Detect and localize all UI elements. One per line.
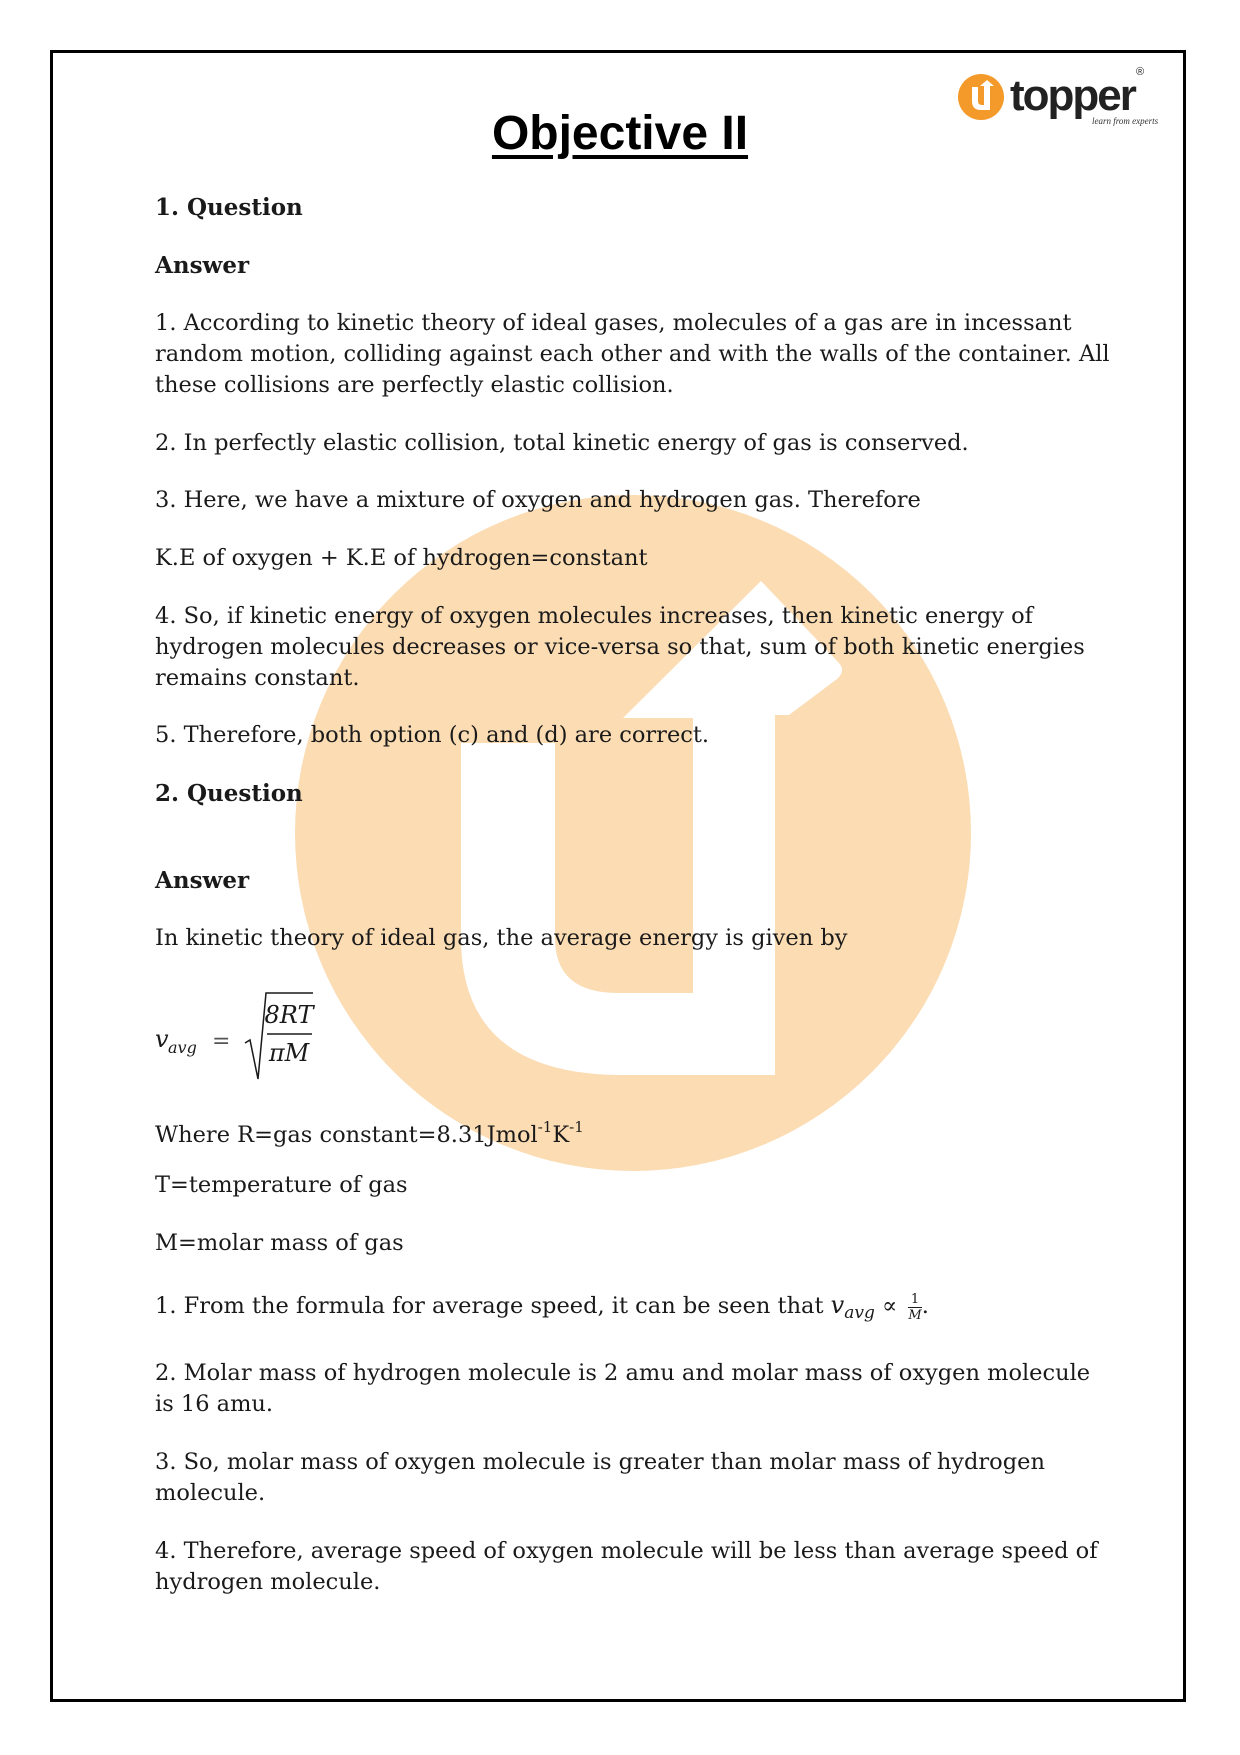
q1-equation: K.E of oxygen + K.E of hydrogen=constant: [155, 545, 648, 571]
q2-molar-mass-def: M=molar mass of gas: [155, 1230, 404, 1256]
formula-denominator: πM: [268, 1039, 310, 1067]
text-line: these collisions are perfectly elastic collision.: [155, 372, 674, 398]
q2-answer-label: Answer: [155, 867, 250, 894]
p1-subscript: avg: [844, 1303, 875, 1323]
q1-paragraph-3: 3. Here, we have a mixture of oxygen and hydrogen gas. Therefore: [155, 487, 921, 513]
formula-equals: =: [212, 1029, 231, 1054]
q2-paragraph-1: [155, 1290, 929, 1329]
text-line: molecule.: [155, 1480, 266, 1506]
text-line: hydrogen molecule.: [155, 1569, 381, 1595]
text-line: random motion, colliding against each other and with the walls of the container. All: [155, 341, 1110, 367]
text-line: 4. Therefore, average speed of oxygen molecule will be less than average speed of: [155, 1538, 1098, 1564]
q1-paragraph-5: 5. Therefore, both option (c) and (d) are correct.: [155, 722, 710, 748]
q1-question-label: 1. Question: [155, 194, 303, 221]
q2-paragraph-2: [155, 1358, 1090, 1420]
text-line: hydrogen molecules decreases or vice-versa so that, sum of both kinetic energies: [155, 634, 1085, 660]
logo-wordmark: topper: [1010, 71, 1135, 120]
fraction-denominator: M: [908, 1307, 922, 1323]
registered-mark: ®: [1136, 66, 1145, 78]
fraction-numerator: 1: [908, 1292, 921, 1308]
text-line: 1. According to kinetic theory of ideal gases, molecules of a gas are in incessant: [155, 310, 1072, 336]
text-line: remains constant.: [155, 665, 360, 691]
p1-symbol: v: [830, 1291, 845, 1319]
formula-lhs-subscript: avg: [168, 1038, 197, 1057]
q2-question-label: 2. Question: [155, 780, 303, 807]
q2-gas-constant: [155, 1112, 584, 1151]
text-line: is 16 amu.: [155, 1391, 274, 1417]
inline-fraction: [908, 1292, 921, 1323]
page-title: Objective II: [491, 107, 749, 160]
p1-text: 1. From the formula for average speed, it can be seen that: [155, 1293, 831, 1319]
unit-k: K: [552, 1122, 570, 1148]
where-text: Where R=gas constant=8.31Jmol: [155, 1122, 538, 1148]
q2-temperature-def: T=temperature of gas: [155, 1172, 408, 1198]
q1-answer-label: Answer: [155, 252, 250, 279]
q2-intro: In kinetic theory of ideal gas, the average energy is given by: [155, 925, 848, 951]
q1-paragraph-1: [155, 308, 1110, 401]
average-speed-formula: [155, 985, 355, 1085]
exponent: -1: [569, 1118, 584, 1136]
logo-tagline: learn from experts: [1092, 116, 1159, 126]
q1-paragraph-2: 2. In perfectly elastic collision, total kinetic energy of gas is conserved.: [155, 430, 969, 456]
q1-paragraph-4: [155, 601, 1085, 694]
q2-paragraph-3: [155, 1447, 1045, 1509]
formula-lhs-symbol: v: [155, 1025, 169, 1053]
p1-end: .: [921, 1293, 929, 1319]
text-line: 2. Molar mass of hydrogen molecule is 2 amu and molar mass of oxygen molecule: [155, 1360, 1091, 1386]
proportional-sign: ∝: [874, 1293, 905, 1319]
exponent: -1: [537, 1118, 553, 1136]
text-line: 3. So, molar mass of oxygen molecule is greater than molar mass of hydrogen: [155, 1449, 1045, 1475]
q2-paragraph-4: [155, 1536, 1098, 1598]
u-arrow-watermark-icon: [293, 493, 973, 1173]
formula-numerator: 8RT: [264, 1001, 314, 1029]
text-line: 4. So, if kinetic energy of oxygen molecules increases, then kinetic energy of: [155, 603, 1033, 629]
